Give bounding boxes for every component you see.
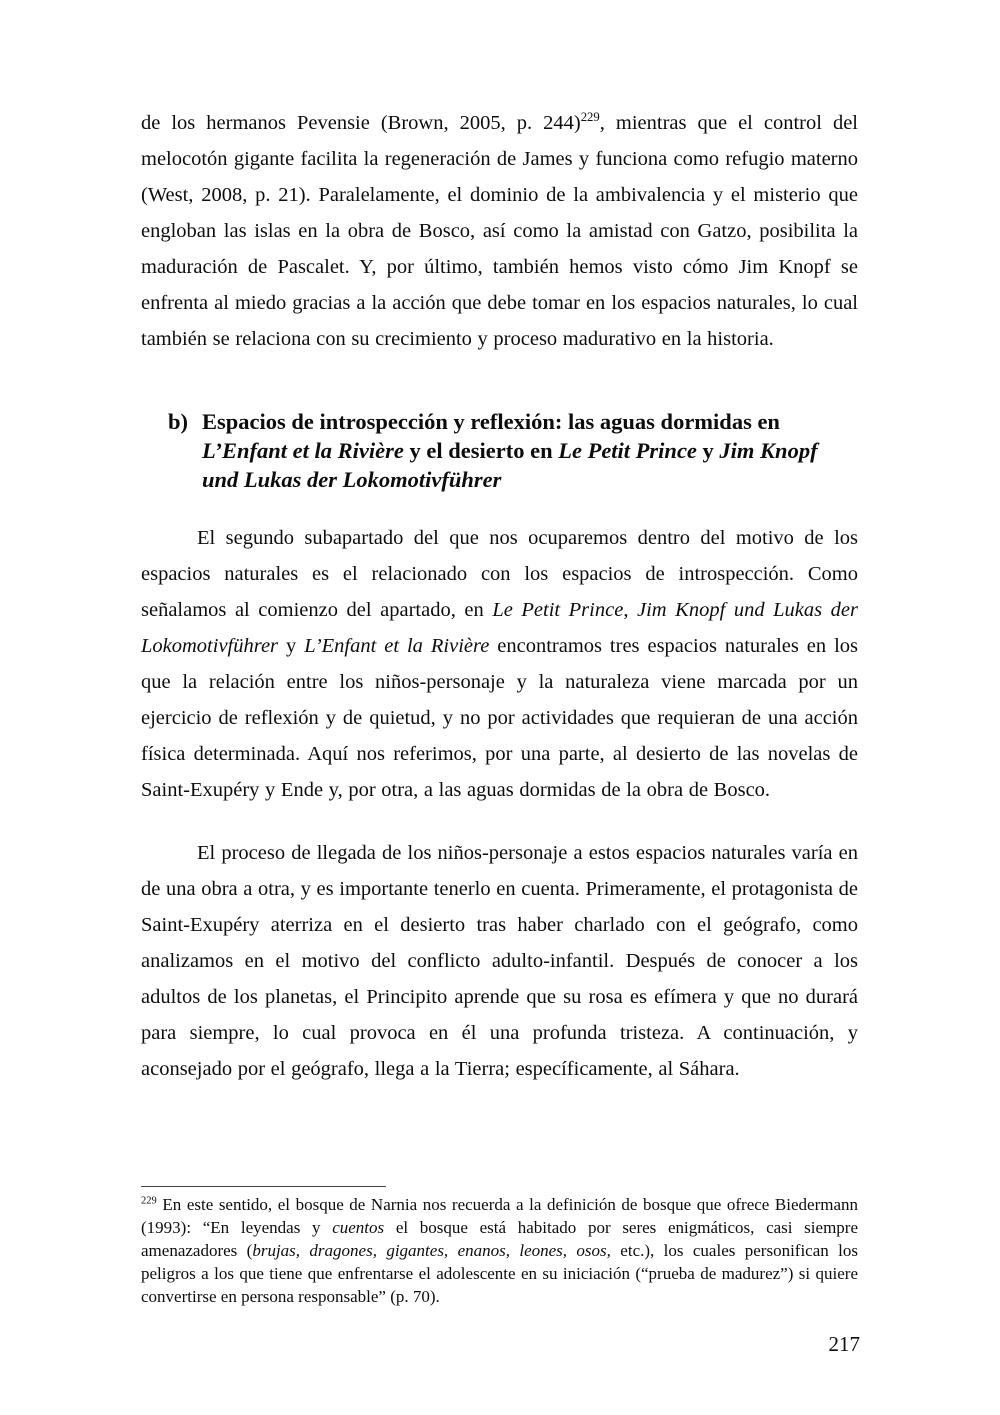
heading-line: und Lukas der Lokomotivführer [202, 467, 502, 492]
heading-label: b) [168, 409, 189, 434]
heading-text [202, 407, 858, 494]
footnote-block [141, 1193, 858, 1308]
paragraph: El segundo subapartado del que nos ocuparemos dentro del motivo de los espacios naturales es el relacionado con los espacios de introspección. Como señalamos al comienzo del apartado, en Le Petit Prince, Jim Knopf und Lukas der Lokomotivführer y L’Enfant et la Rivière encontramos tres espacios naturales en los que la relación entre los niños-personaje y la naturaleza viene marcada por un ejercicio de reflexión y de quietud, y no por actividades que requieran de una acción física determinada. Aquí nos referimos, por una parte, al desierto de las novelas de Saint-Exupéry y Ende y, por otra, a las aguas dormidas de la obra de Bosco. [141, 527, 859, 801]
paragraph-block [141, 835, 858, 1087]
paragraph-block [141, 520, 858, 808]
section-heading [141, 407, 858, 494]
page-number: 217 [828, 1332, 860, 1356]
paragraph: de los hermanos Pevensie (Brown, 2005, p. 244)$^{229}$, mientras que el control del melocotón gigante facilita la regeneración de James y funciona como refugio materno (West, 2008, p. 21). Paralelamente, el dominio de la ambivalencia y el misterio que engloban las islas en la obra de Bosco, así como la amistad con Gatzo, posibilita la maduración de Pascalet. Y, por último, también hemos visto cómo Jim Knopf se enfrenta al miedo gracias a la acción que debe tomar en los espacios naturales, lo cual también se relaciona con su crecimiento y proceso madurativo en la historia. [141, 110, 858, 350]
footnote: $^{229}$ En este sentido, el bosque de Narnia nos recuerda a la definición de bosque que ofrece Biedermann (1993): “En leyendas y cuentos el bosque está habitado por seres enigmáticos, casi siempre amenazadores (brujas, dragones, gigantes, enanos, leones, osos, etc.), los cuales personifican los peligros a los que tiene que enfrentarse el adolescente en su iniciación (“prueba de madurez”) si quiere convertirse en persona responsable” (p. 70). [141, 1195, 858, 1306]
paragraph-continuation [141, 105, 858, 357]
heading-line: L’Enfant et la Rivière y el desierto en Le Petit Prince y Jim Knopf [202, 438, 818, 463]
section-heading-block [141, 407, 858, 494]
heading-line: Espacios de introspección y reflexión: las aguas dormidas en [202, 409, 780, 434]
footnote-separator [141, 1186, 386, 1187]
paragraph: El proceso de llegada de los niños-personaje a estos espacios naturales varía en de una obra a otra, y es importante tenerlo en cuenta. Primeramente, el protagonista de Saint-Exupéry aterriza en el desierto tras haber charlado con el geógrafo, como analizamos en el motivo del conflicto adulto-infantil. Después de conocer a los adultos de los planetas, el Principito aprende que su rosa es efímera y que no durará para siempre, lo cual provoca en él una profunda tristeza. A continuación, y aconsejado por el geógrafo, llega a la Tierra; específicamente, al Sáhara. [141, 842, 858, 1080]
